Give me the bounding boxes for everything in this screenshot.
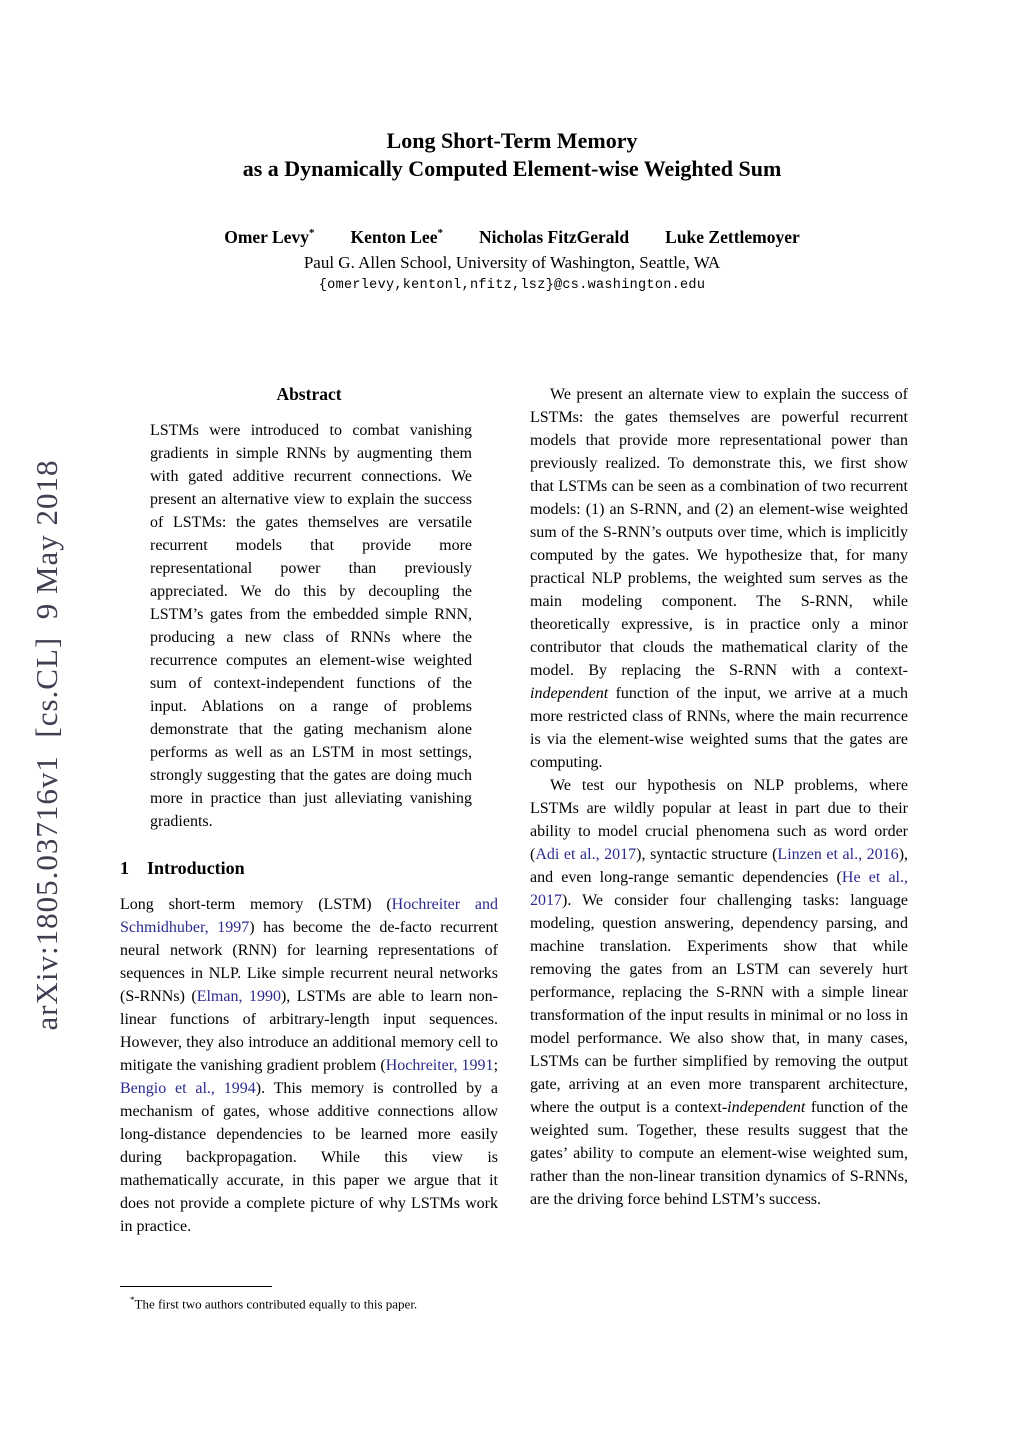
author-emails: {omerlevy,kentonl,nfitz,lsz}@cs.washington.edu	[318, 278, 706, 294]
affiliation: Paul G. Allen School, University of Washington, Seattle, WA	[303, 253, 721, 273]
citation-link[interactable]: He et al., 2017	[530, 869, 909, 909]
paper-title-line2: as a Dynamically Computed Element-wise Weighted Sum	[242, 155, 782, 181]
paper-title-line1: Long Short-Term Memory	[386, 127, 638, 153]
footnote-rule	[120, 1286, 272, 1287]
footnote	[120, 1286, 498, 1312]
author-name-text: Nicholas FitzGerald	[478, 227, 630, 248]
author-footnote-mark: *	[437, 227, 443, 240]
citation-link[interactable]: Adi et al., 2017	[535, 846, 637, 863]
citation-link[interactable]: Elman, 1990	[196, 988, 281, 1005]
body-text: ), and even long-range semantic dependencies (	[530, 846, 909, 886]
body-text: ). We consider four challenging tasks: language modeling, question answering, dependency parsing, and machine translation. Experiments show that while removing the gates from an LSTM can severely hurt performance, replacing the S-RNN with a simple linear transformation of the input results in minimal or no loss in model performance. We also show that, in many cases, LSTMs can be further simplified by removing the output gate, arriving at an even more transparent architecture, where the output is a context-	[530, 892, 908, 1116]
body-text: ) has become the de-facto recurrent neural network (RNN) for learning representations of sequences in NLP. Like simple recurrent neural networks (S-RNNs) (	[120, 919, 498, 1005]
body-text: Long short-term memory (LSTM) (	[120, 896, 392, 913]
paper-body-columns	[120, 383, 908, 1238]
author-name-text: Omer Levy	[224, 227, 309, 248]
citation-link[interactable]: Hochreiter and Schmidhuber, 1997	[120, 896, 498, 936]
body-text: ;	[493, 1057, 499, 1074]
body-paragraph	[530, 774, 908, 1211]
author-name	[665, 227, 800, 247]
paper-title	[0, 127, 1024, 183]
citation-link[interactable]: Linzen et al., 2016	[777, 846, 899, 863]
body-text: function of the input, we arrive at a much more restricted class of RNNs, where the main recurrence is via the element-wise weighted sums that the gates are computing.	[530, 685, 908, 771]
footnote-text	[120, 1292, 498, 1312]
citation-link[interactable]: Hochreiter, 1991	[385, 1057, 494, 1074]
body-text: We test our hypothesis on NLP problems, where LSTMs are wildly popular at least in part due to their ability to model crucial phenomena such as word order (	[530, 777, 908, 863]
footnote-mark: *	[130, 1295, 135, 1305]
author-name	[350, 227, 443, 247]
author-list	[0, 227, 1024, 248]
section-number: 1	[120, 858, 129, 878]
author-name-text: Luke Zettlemoyer	[665, 227, 800, 248]
author-name	[479, 227, 629, 247]
author-name-text: Kenton Lee	[350, 227, 438, 248]
left-column	[120, 383, 498, 1238]
author-footnote-mark: *	[308, 227, 315, 240]
emphasized-text: independent	[530, 685, 609, 702]
section-heading-introduction	[120, 857, 498, 880]
introduction-paragraph	[120, 893, 498, 1238]
section-title: Introduction	[147, 858, 245, 878]
citation-link[interactable]: Bengio et al., 1994	[120, 1080, 256, 1097]
footnote-text-body: The first two authors contributed equally to this paper.	[134, 1296, 418, 1312]
emphasized-text: independent	[727, 1099, 806, 1116]
body-text: ), LSTMs are able to learn non-linear functions of arbitrary-length input sequences. However, they also introduce an additional memory cell to mitigate the vanishing gradient problem (	[120, 988, 499, 1074]
body-text: We present an alternate view to explain the success of LSTMs: the gates themselves are powerful recurrent models that provide more representational power than previously realized. To demonstrate this, we first show that LSTMs can be seen as a combination of two recurrent models: (1) an S-RNN, and (2) an element-wise weighted sum of the S-RNN’s outputs over time, which is implicitly computed by the gates. We hypothesize that, for many practical NLP problems, the weighted sum serves as the main modeling component. The S-RNN, while theoretically expressive, is in practice only a minor contributor that clouds the mathematical clarity of the model. By replacing the S-RNN with a context-	[530, 386, 908, 679]
body-text: ), syntactic structure (	[636, 846, 778, 863]
body-text: ). This memory is controlled by a mechanism of gates, whose additive connections allow long-distance dependencies to be learned more easily during backpropagation. While this view is mathematically accurate, in this paper we argue that it does not provide a complete picture of why LSTMs work in practice.	[120, 1080, 499, 1235]
paper-header	[0, 112, 1024, 293]
right-column	[530, 383, 908, 1238]
abstract-text: LSTMs were introduced to combat vanishing gradients in simple RNNs by augmenting them with gated additive recurrent connections. We present an alternative view to explain the success of LSTMs: the gates themselves are versatile recurrent models that provide more representational power than previously appreciated. We do this by decoupling the LSTM’s gates from the embedded simple RNN, producing a new class of RNNs where the recurrence computes an element-wise weighted sum of context-independent functions of the input. Ablations on a range of problems demonstrate that the gating mechanism alone performs as well as an LSTM in most settings, strongly suggesting that the gates are doing much more in practice than just alleviating vanishing gradients.	[150, 422, 472, 830]
author-name	[224, 227, 314, 247]
arxiv-watermark: arXiv:1805.03716v1 [cs.CL] 9 May 2018	[29, 459, 64, 1031]
abstract-heading: Abstract	[276, 384, 342, 404]
body-text: function of the weighted sum. Together, these results suggest that the gates’ ability to compute an element-wise weighted sum, rather than the non-linear transition dynamics of S-RNNs, are the driving force behind LSTM’s success.	[530, 1099, 908, 1208]
body-paragraph	[530, 383, 908, 774]
